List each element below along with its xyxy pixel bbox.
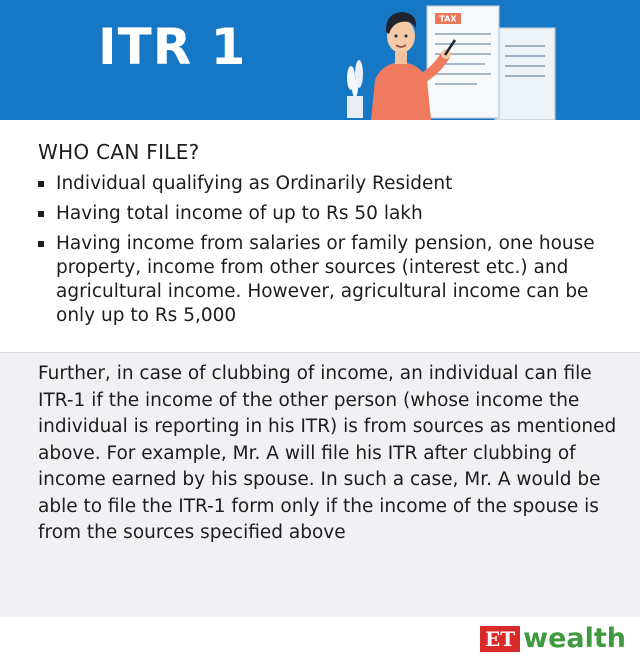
et-wealth-logo xyxy=(480,625,626,652)
document-back-icon xyxy=(495,28,555,120)
page-title: ITR 1 xyxy=(98,18,247,76)
clubbing-note-section xyxy=(0,352,640,618)
bullet-icon xyxy=(38,241,44,247)
logo-et-mark: ET xyxy=(480,626,520,652)
list-item-text: Having income from salaries or family pension, one house property, income from other sources (interest etc.) and agricultural income. However, agricultural income can be only up to Rs 5,000 xyxy=(56,233,595,326)
tax-label: TAX xyxy=(439,14,457,24)
logo-wordmark: wealth xyxy=(523,623,626,654)
who-can-file-section xyxy=(0,120,640,352)
man-with-tax-form-illustration xyxy=(345,0,585,120)
bullet-icon xyxy=(38,211,44,217)
header-banner xyxy=(0,0,640,120)
bullet-icon xyxy=(38,181,44,187)
list-item xyxy=(38,172,628,196)
plant-icon xyxy=(347,60,363,118)
eligibility-list xyxy=(38,172,628,334)
list-item xyxy=(38,202,628,226)
list-item xyxy=(38,232,628,328)
footer xyxy=(0,617,640,670)
section-heading: WHO CAN FILE? xyxy=(38,140,200,164)
list-item-text: Individual qualifying as Ordinarily Resident xyxy=(56,173,453,194)
list-item-text: Having total income of up to Rs 50 lakh xyxy=(56,203,423,224)
clubbing-note-text: Further, in case of clubbing of income, an individual can file ITR-1 if the income of the other person (whose income the individual is reporting in his ITR) is from sources as mentioned above. For example, Mr. A will file his ITR after clubbing of income earned by his spouse. In such a case, Mr. A would be able to file the ITR-1 form only if the income of the spouse is from the sources specified above xyxy=(38,363,617,543)
